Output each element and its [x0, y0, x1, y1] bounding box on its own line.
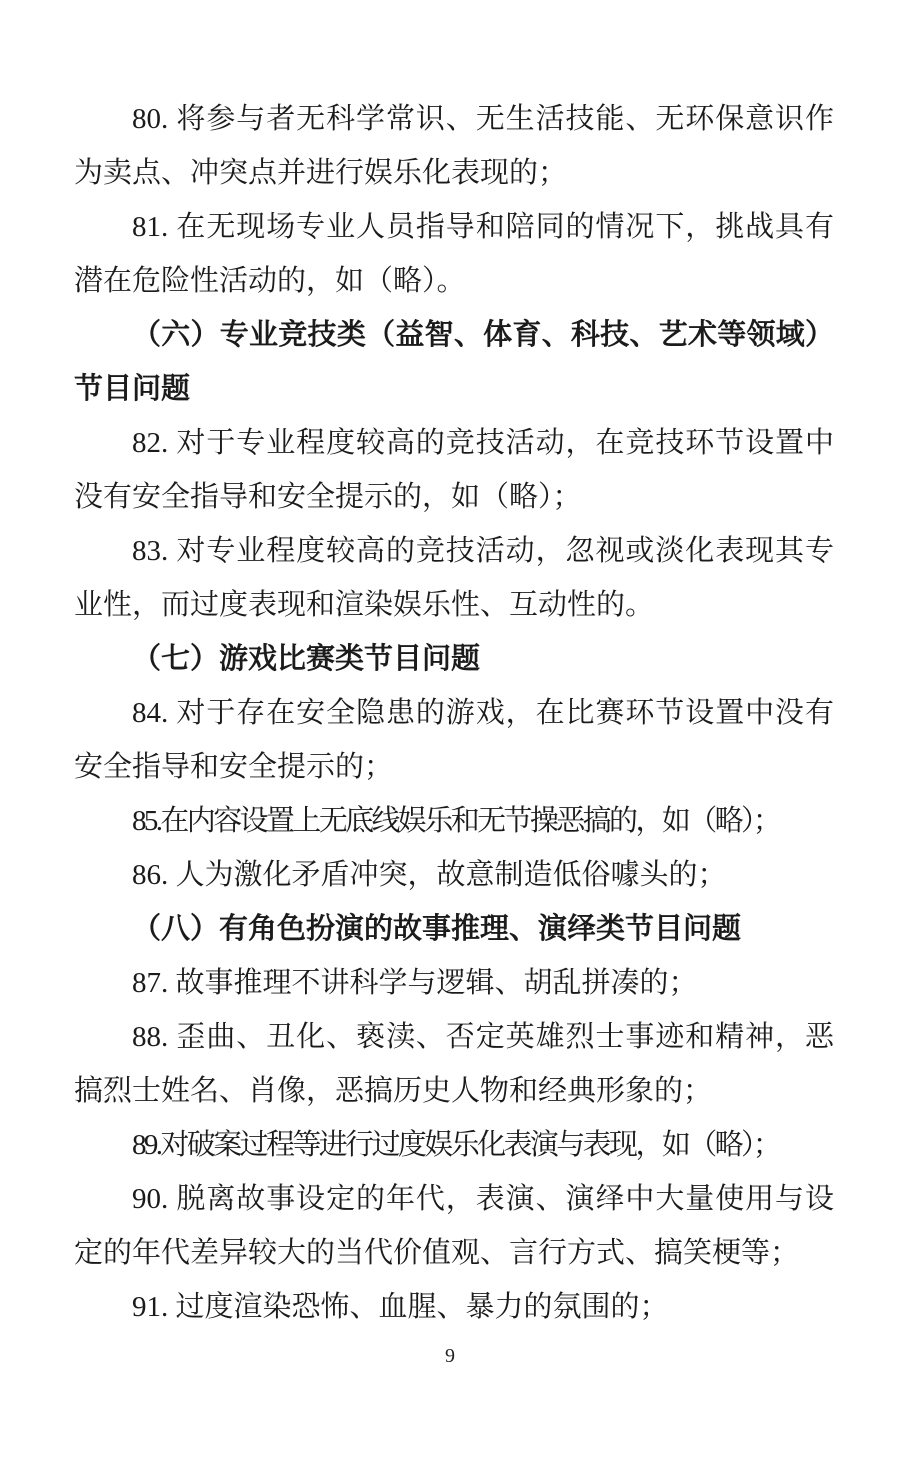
paragraph: 86. 人为激化矛盾冲突，故意制造低俗噱头的；	[132, 859, 727, 891]
section-heading: （八）有角色扮演的故事推理、演绎类节目问题	[132, 913, 742, 945]
paragraph: 83. 对专业程度较高的竞技活动，忽视或淡化表现其专业性，而过度表现和渲染娱乐性、互动性的。	[74, 535, 834, 621]
document-body	[74, 92, 834, 1334]
paragraph: 84. 对于存在安全隐患的游戏，在比赛环节设置中没有安全指导和安全提示的；	[74, 697, 834, 783]
page-number: 9	[445, 1345, 455, 1367]
paragraph: 91. 过度渲染恐怖、血腥、暴力的氛围的；	[132, 1291, 669, 1323]
paragraph: 88. 歪曲、丑化、亵渎、否定英雄烈士事迹和精神，恶搞烈士姓名、肖像，恶搞历史人物和经典形象的；	[74, 1021, 834, 1107]
paragraph: 89.对破案过程等进行过度娱乐化表演与表现，如（略）；	[132, 1129, 780, 1161]
paragraph: 87. 故事推理不讲科学与逻辑、胡乱拼凑的；	[132, 967, 698, 999]
paragraph: 85.在内容设置上无底线娱乐和无节操恶搞的，如（略）；	[132, 805, 780, 837]
paragraph: 82. 对于专业程度较高的竞技活动，在竞技环节设置中没有安全指导和安全提示的，如（略）；	[74, 427, 834, 513]
section-heading: （六）专业竞技类（益智、体育、科技、艺术等领域）节目问题	[74, 319, 834, 405]
paragraph: 90. 脱离故事设定的年代，表演、演绎中大量使用与设定的年代差异较大的当代价值观、言行方式、搞笑梗等；	[74, 1183, 834, 1269]
paragraph: 81. 在无现场专业人员指导和陪同的情况下，挑战具有潜在危险性活动的，如（略）。	[74, 211, 834, 297]
section-heading: （七）游戏比赛类节目问题	[132, 643, 481, 675]
paragraph: 80. 将参与者无科学常识、无生活技能、无环保意识作为卖点、冲突点并进行娱乐化表现的；	[74, 103, 834, 189]
